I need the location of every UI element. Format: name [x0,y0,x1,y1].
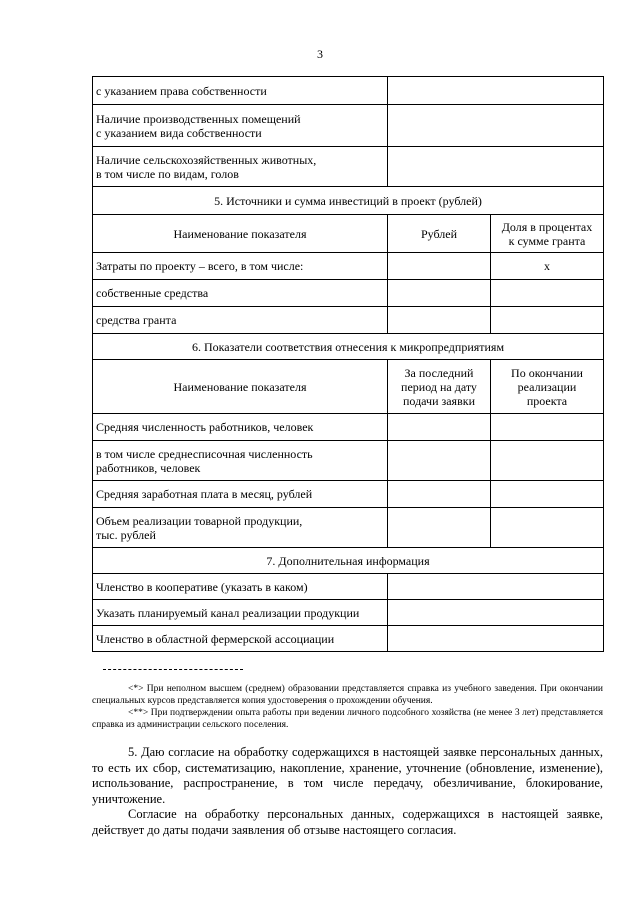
section5-title: 5. Источники и сумма инвестиций в проект (рублей) [93,187,604,215]
value-cell[interactable] [388,253,491,280]
consent-text [92,745,603,838]
table-row [93,253,604,280]
footnote-1: <*> При неполном высшем (среднем) образовании представляется справка из учебного заведения. При окончании специальных курсов представляется копия удостоверения о прохождении обучения. [92,684,603,706]
value-cell[interactable] [388,481,491,508]
row-label: Средняя численность работников, человек [93,414,388,441]
value-cell[interactable] [491,414,604,441]
application-form-table [92,76,604,652]
value-cell[interactable] [491,508,604,548]
value-cell[interactable] [491,441,604,481]
table-row [93,508,604,548]
row-label: в том числе среднесписочная численность работников, человек [93,441,388,481]
row-label: Членство в областной фермерской ассоциации [93,626,388,652]
row-label: Наличие сельскохозяйственных животных, в том числе по видам, голов [93,147,388,187]
header-project-end: По окончании реализации проекта [491,360,604,414]
row-label: с указанием права собственности [93,77,388,105]
table-row [93,626,604,652]
row-label: средства гранта [93,307,388,334]
row-label: Объем реализации товарной продукции, тыс. рублей [93,508,388,548]
header-share: Доля в процентах к сумме гранта [491,215,604,253]
page-number: 3 [317,47,323,61]
table-row [93,574,604,600]
table-row [93,600,604,626]
consent-paragraph-2: Согласие на обработку персональных данных, содержащихся в настоящей заявке, действует до даты подачи заявления об отзыве настоящего согласия. [92,807,603,837]
section6-title: 6. Показатели соответствия отнесения к микропредприятиям [93,334,604,360]
value-cell[interactable] [388,414,491,441]
footnotes [92,683,603,731]
table-row [93,414,604,441]
value-cell[interactable] [388,441,491,481]
header-row [93,215,604,253]
value-cell[interactable] [388,105,604,147]
table-row [93,77,604,105]
header-name: Наименование показателя [93,360,388,414]
row-label: собственные средства [93,280,388,307]
header-name: Наименование показателя [93,215,388,253]
section-title-row [93,548,604,574]
section7-title: 7. Дополнительная информация [93,548,604,574]
value-cell[interactable] [388,147,604,187]
table-row [93,147,604,187]
value-cell[interactable] [491,280,604,307]
value-cell[interactable] [388,600,604,626]
value-cell[interactable] [388,77,604,105]
value-cell[interactable] [491,481,604,508]
header-last-period: За последний период на дату подачи заявки [388,360,491,414]
footnote-divider [103,669,243,670]
header-row [93,360,604,414]
row-label: Членство в кооперативе (указать в каком) [93,574,388,600]
table-row [93,105,604,147]
table-row [93,307,604,334]
section-title-row [93,187,604,215]
row-label: Затраты по проекту – всего, в том числе: [93,253,388,280]
value-cell-x: х [491,253,604,280]
row-label: Средняя заработная плата в месяц, рублей [93,481,388,508]
table-row [93,280,604,307]
consent-paragraph-1: 5. Даю согласие на обработку содержащихся в настоящей заявке персональных данных, то есть их сбор, систематизацию, накопление, хранение, уточнение (обновление, изменение), использование, распространение, в том числе передачу, обезличивание, блокирование, уничтожение. [92,745,603,806]
section-title-row [93,334,604,360]
header-rubles: Рублей [388,215,491,253]
value-cell[interactable] [388,574,604,600]
footnote-2: <**> При подтверждении опыта работы при ведении личного подсобного хозяйства (не менее 3 лет) представляется справка из администрации сельского поселения. [92,708,603,730]
value-cell[interactable] [491,307,604,334]
table-row [93,481,604,508]
value-cell[interactable] [388,626,604,652]
value-cell[interactable] [388,280,491,307]
row-label: Наличие производственных помещений с указанием вида собственности [93,105,388,147]
value-cell[interactable] [388,508,491,548]
row-label: Указать планируемый канал реализации продукции [93,600,388,626]
value-cell[interactable] [388,307,491,334]
table-row [93,441,604,481]
